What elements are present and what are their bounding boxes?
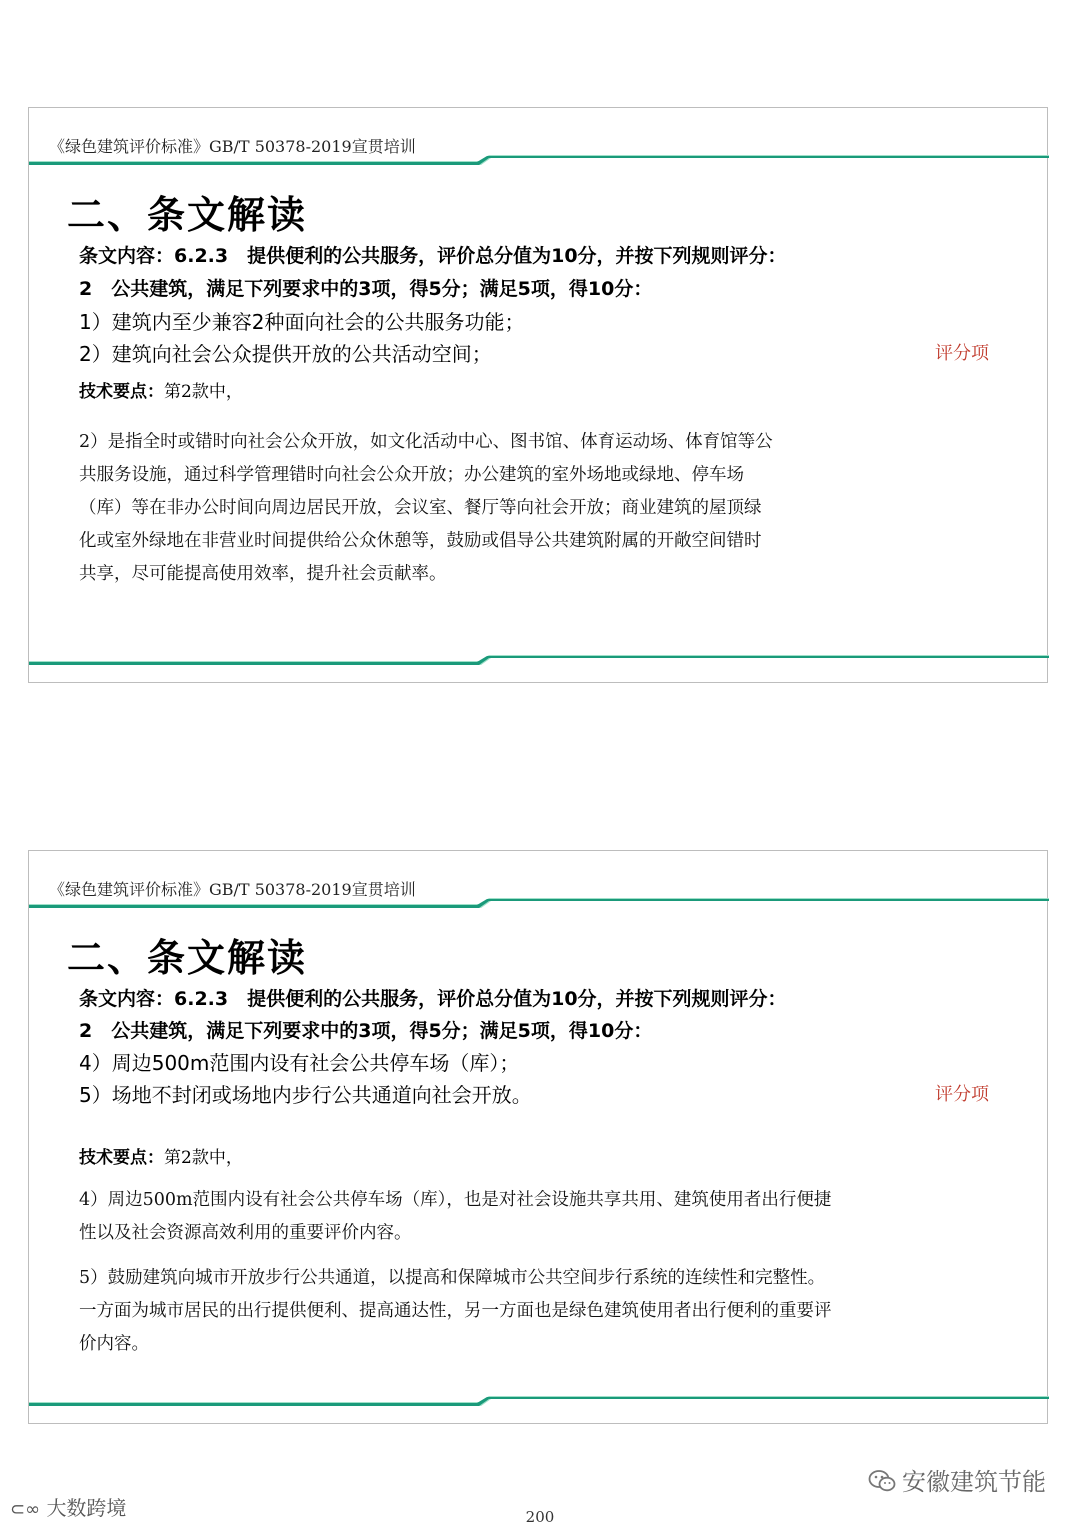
paragraph-line: 化或室外绿地在非营业时间提供给公众休憩等，鼓励或倡导公共建筑附属的开敞空间错时 [79, 531, 762, 551]
paragraph-line: 价内容。 [79, 1334, 149, 1354]
link-icon: ⊂∞ [10, 1499, 41, 1520]
clause-line: 条文内容：6.2.3 提供便利的公共服务，评价总分值为10分，并按下列规则评分： [79, 988, 787, 1010]
tech-label: 技术要点： [79, 1148, 164, 1168]
paragraph-line: 共服务设施，通过科学管理错时向社会公众开放；办公建筑的室外场地或绿地、停车场 [79, 465, 744, 485]
slide-header: 《绿色建筑评价标准》GB/T 50378-2019宣贯培训 [49, 137, 416, 156]
paragraph-line: 一方面为城市居民的出行提供便利、提高通达性，另一方面也是绿色建筑使用者出行便利的重要评 [79, 1301, 832, 1321]
list-item: 4）周边500m范围内设有社会公共停车场（库）； [79, 1051, 520, 1075]
paragraph-line: 性以及社会资源高效利用的重要评价内容。 [79, 1223, 412, 1243]
header-divider-bar [29, 898, 1049, 908]
explanation-paragraph [79, 426, 773, 591]
list-item: 1）建筑内至少兼容2种面向社会的公共服务功能； [79, 310, 525, 334]
header-divider-bar [29, 155, 1049, 165]
paragraph-line: （库）等在非办公时间向周边居民开放，会议室、餐厅等向社会开放；商业建筑的屋顶绿 [79, 498, 762, 518]
footer-divider-bar [29, 1396, 1049, 1406]
list-item: 2）建筑向社会公众提供开放的公共活动空间； [79, 342, 492, 366]
paragraph-line: 4）周边500m范围内设有社会公共停车场（库），也是对社会设施共享共用、建筑使用者出行便捷 [79, 1190, 832, 1210]
rule-line: 2 公共建筑，满足下列要求中的3项，得5分；满足5项，得10分： [79, 1020, 653, 1042]
tech-text: 第2款中， [164, 1148, 243, 1168]
page-number: 200 [525, 1508, 555, 1526]
watermark-right [868, 1462, 1046, 1497]
paragraph-line: 共享，尽可能提高使用效率，提升社会贡献率。 [79, 564, 447, 584]
tech-text: 第2款中， [164, 382, 243, 402]
tech-points [79, 1143, 243, 1168]
slide-1 [28, 107, 1048, 683]
wechat-icon [868, 1469, 896, 1493]
rule-line: 2 公共建筑，满足下列要求中的3项，得5分；满足5项，得10分： [79, 278, 653, 300]
paragraph-line: 2）是指全时或错时向社会公众开放，如文化活动中心、图书馆、体育运动场、体育馆等公 [79, 432, 773, 452]
paragraph-line: 5）鼓励建筑向城市开放步行公共通道，以提高和保障城市公共空间步行系统的连续性和完整性。 [79, 1268, 826, 1288]
explanation-paragraph [79, 1262, 832, 1361]
tech-label: 技术要点： [79, 382, 164, 402]
score-label: 评分项 [935, 343, 989, 364]
watermark-text: 安徽建筑节能 [902, 1468, 1046, 1496]
list-item: 5）场地不封闭或场地内步行公共通道向社会开放。 [79, 1083, 532, 1107]
page-title: 二、条文解读 [67, 936, 308, 980]
footer-divider-bar [29, 655, 1049, 665]
tech-points [79, 377, 243, 402]
slide-header: 《绿色建筑评价标准》GB/T 50378-2019宣贯培训 [49, 880, 416, 899]
clause-line: 条文内容：6.2.3 提供便利的公共服务，评价总分值为10分，并按下列规则评分： [79, 245, 787, 267]
slide-2 [28, 850, 1048, 1424]
score-label: 评分项 [935, 1084, 989, 1105]
explanation-paragraph [79, 1184, 831, 1250]
page-title: 二、条文解读 [67, 193, 308, 237]
watermark-left-text: 大数跨境 [46, 1496, 127, 1520]
